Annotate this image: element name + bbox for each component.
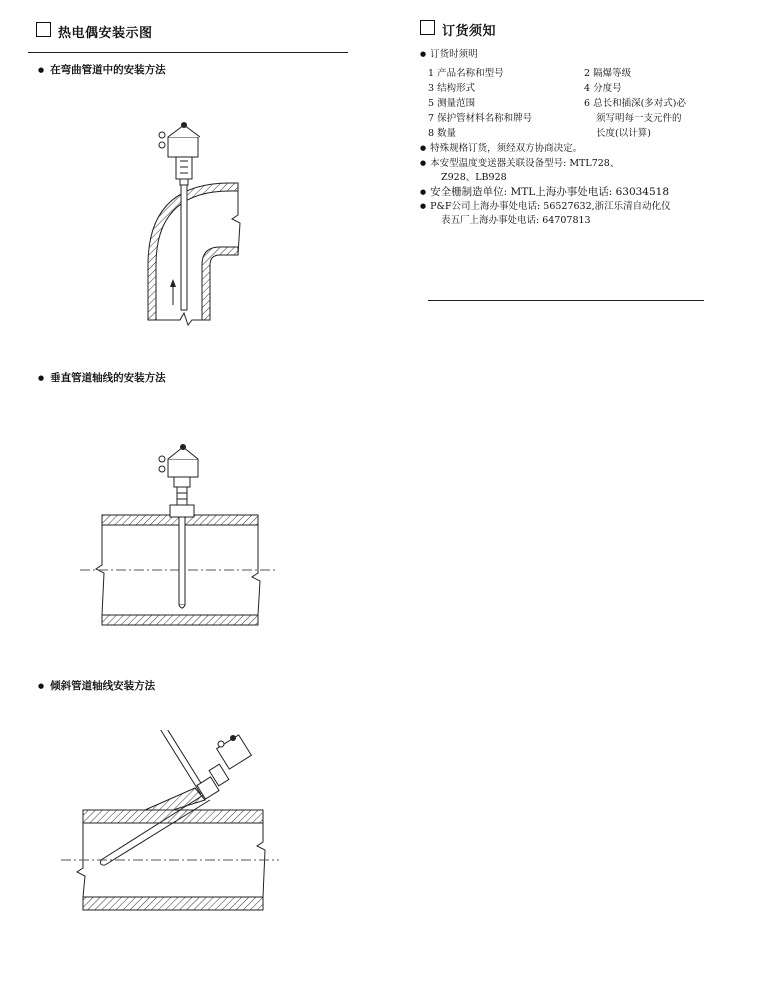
- note-factory-contact: 表五厂上海办事处电话: 64707813: [441, 215, 591, 226]
- checkbox-icon: [420, 20, 435, 35]
- order-item: 须写明每一支元件的: [596, 113, 682, 124]
- order-title: 订货须知: [442, 24, 497, 39]
- order-item: 6 总长和插深(多对式)必: [584, 98, 686, 109]
- order-item: 1 产品名称和型号: [428, 68, 504, 79]
- note-barrier-maker: ● 安全栅制造单位: MTL上海办事处电话: 63034518: [420, 186, 670, 198]
- note-special: ● 特殊规格订货，须经双方协商决定。: [420, 143, 583, 154]
- order-item: 4 分度号: [584, 83, 622, 94]
- right-divider: [428, 300, 704, 301]
- note-pf-company: ● P&F公司上海办事处电话: 56527632,浙江乐清自动化仪: [420, 201, 671, 212]
- order-item: 5 测量范围: [428, 98, 476, 109]
- order-item: 7 保护管材料名称和牌号: [428, 113, 533, 124]
- vertical-install-figure: [70, 435, 285, 635]
- order-item: 长度(以计算): [596, 128, 651, 139]
- page-title: 热电偶安装示图: [58, 26, 153, 41]
- note-models: Z928、LB928: [441, 172, 507, 183]
- order-heading: ● 订货时须明: [420, 49, 478, 60]
- title-divider: [28, 52, 348, 53]
- note-intrinsic-safe: ● 本安型温度变送器关联设备型号: MTL728、: [420, 158, 620, 169]
- inclined-install-figure: [55, 730, 285, 915]
- order-item: 3 结构形式: [428, 83, 476, 94]
- checkbox-icon: [36, 22, 51, 37]
- order-items-left: [428, 66, 532, 141]
- section-heading-bend: ● 在弯曲管道中的安装方法: [38, 62, 166, 77]
- section-heading-vertical: ● 垂直管道轴线的安装方法: [38, 370, 166, 385]
- order-item: 8 数量: [428, 128, 457, 139]
- order-item: 2 隔爆等级: [584, 68, 632, 79]
- order-items-right: [584, 66, 686, 141]
- elbow-pipe-figure: [140, 115, 260, 330]
- section-heading-inclined: ● 倾斜管道轴线安装方法: [38, 678, 155, 693]
